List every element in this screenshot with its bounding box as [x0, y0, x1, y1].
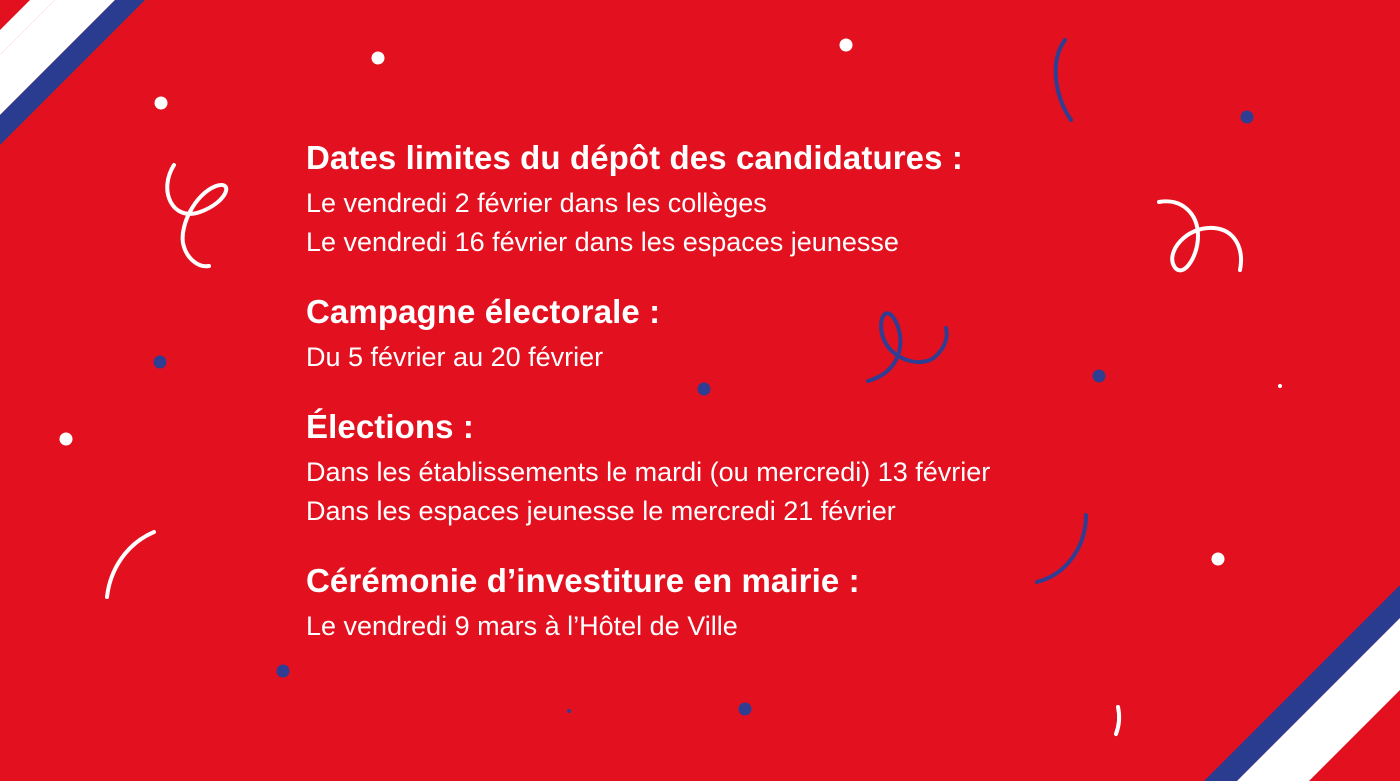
section-investiture-ceremony [306, 561, 1206, 646]
section-line: Le vendredi 2 février dans les collèges [306, 188, 767, 218]
section-elections [306, 407, 1206, 531]
section-line: Le vendredi 9 mars à l’Hôtel de Ville [306, 611, 738, 641]
section-candidature-deadlines [306, 138, 1206, 262]
schedule-content [306, 138, 1206, 676]
section-heading: Cérémonie d’investiture en mairie : [306, 562, 860, 599]
section-line: Du 5 février au 20 février [306, 342, 604, 372]
tricolor-ribbon-top-left [0, 0, 145, 145]
tricolor-ribbon-bottom-right [1204, 585, 1400, 781]
section-heading: Élections : [306, 408, 474, 445]
section-heading: Dates limites du dépôt des candidatures : [306, 139, 963, 176]
section-line: Dans les espaces jeunesse le mercredi 21 février [306, 496, 896, 526]
section-electoral-campaign [306, 292, 1206, 377]
section-line: Dans les établissements le mardi (ou mercredi) 13 février [306, 457, 991, 487]
section-line: Le vendredi 16 février dans les espaces jeunesse [306, 227, 899, 257]
section-heading: Campagne électorale : [306, 293, 661, 330]
